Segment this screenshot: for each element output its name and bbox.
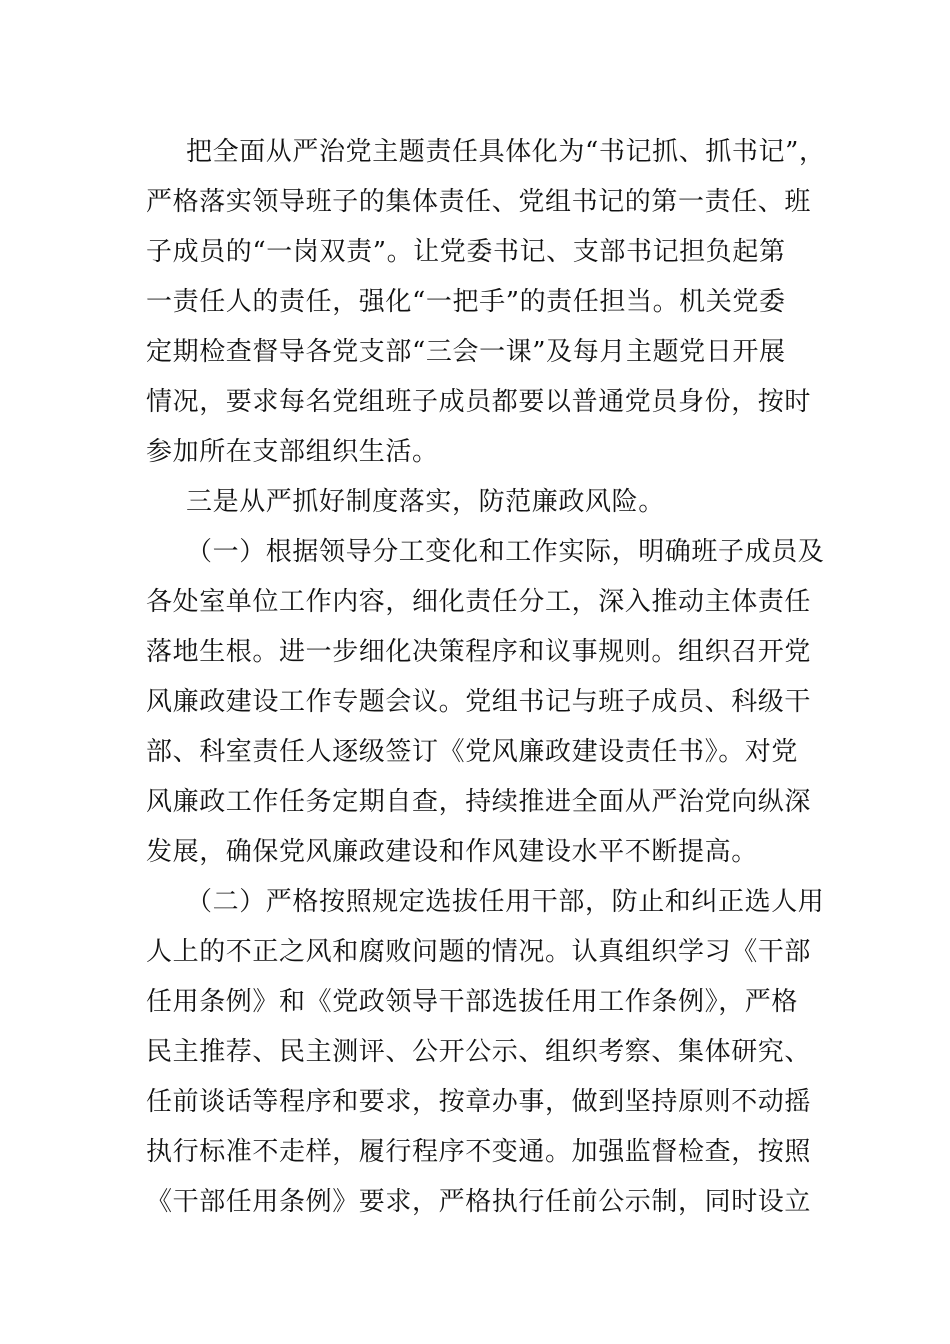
section-heading: 三是从严抓好制度落实，防范廉政风险。 (186, 487, 665, 517)
paragraph-line: （二）严格按照规定选拔任用干部，防止和纠正选人用 (186, 887, 825, 917)
paragraph-line: 严格落实领导班子的集体责任、党组书记的第一责任、班 (146, 187, 812, 217)
paragraph-line: （一）根据领导分工变化和工作实际，明确班子成员及 (186, 537, 825, 567)
paragraph-line: 部、科室责任人逐级签订《党风廉政建设责任书》。对党 (146, 737, 799, 767)
paragraph-line: 民主推荐、民主测评、公开公示、组织考察、集体研究、 (146, 1037, 812, 1067)
paragraph-line: 情况，要求每名党组班子成员都要以普通党员身份，按时 (146, 387, 812, 417)
paragraph-line: 《干部任用条例》要求，严格执行任前公示制，同时设立 (146, 1187, 812, 1217)
paragraph-line: 执行标准不走样，履行程序不变通。加强监督检查，按照 (146, 1137, 812, 1167)
paragraph-line: 定期检查督导各党支部“三会一课”及每月主题党日开展 (146, 337, 786, 367)
paragraph-line: 落地生根。进一步细化决策程序和议事规则。组织召开党 (146, 637, 812, 667)
paragraph-line: 把全面从严治党主题责任具体化为“书记抓、抓书记”， (186, 137, 826, 167)
paragraph-line: 任前谈话等程序和要求，按章办事，做到坚持原则不动摇 (146, 1087, 812, 1117)
paragraph-line: 人上的不正之风和腐败问题的情况。认真组织学习《干部 (146, 937, 812, 967)
paragraph-line: 子成员的“一岗双责”。让党委书记、支部书记担负起第 (146, 237, 786, 267)
paragraph-line: 参加所在支部组织生活。 (146, 437, 439, 467)
paragraph-line: 发展，确保党风廉政建设和作风建设水平不断提高。 (146, 837, 758, 867)
paragraph-line: 任用条例》和《党政领导干部选拔任用工作条例》，严格 (146, 987, 799, 1017)
paragraph-line: 风廉政工作任务定期自查，持续推进全面从严治党向纵深 (146, 787, 812, 817)
paragraph-line: 各处室单位工作内容，细化责任分工，深入推动主体责任 (146, 587, 812, 617)
paragraph-line: 风廉政建设工作专题会议。党组书记与班子成员、科级干 (146, 687, 812, 717)
paragraph-line: 一责任人的责任，强化“一把手”的责任担当。机关党委 (146, 287, 786, 317)
